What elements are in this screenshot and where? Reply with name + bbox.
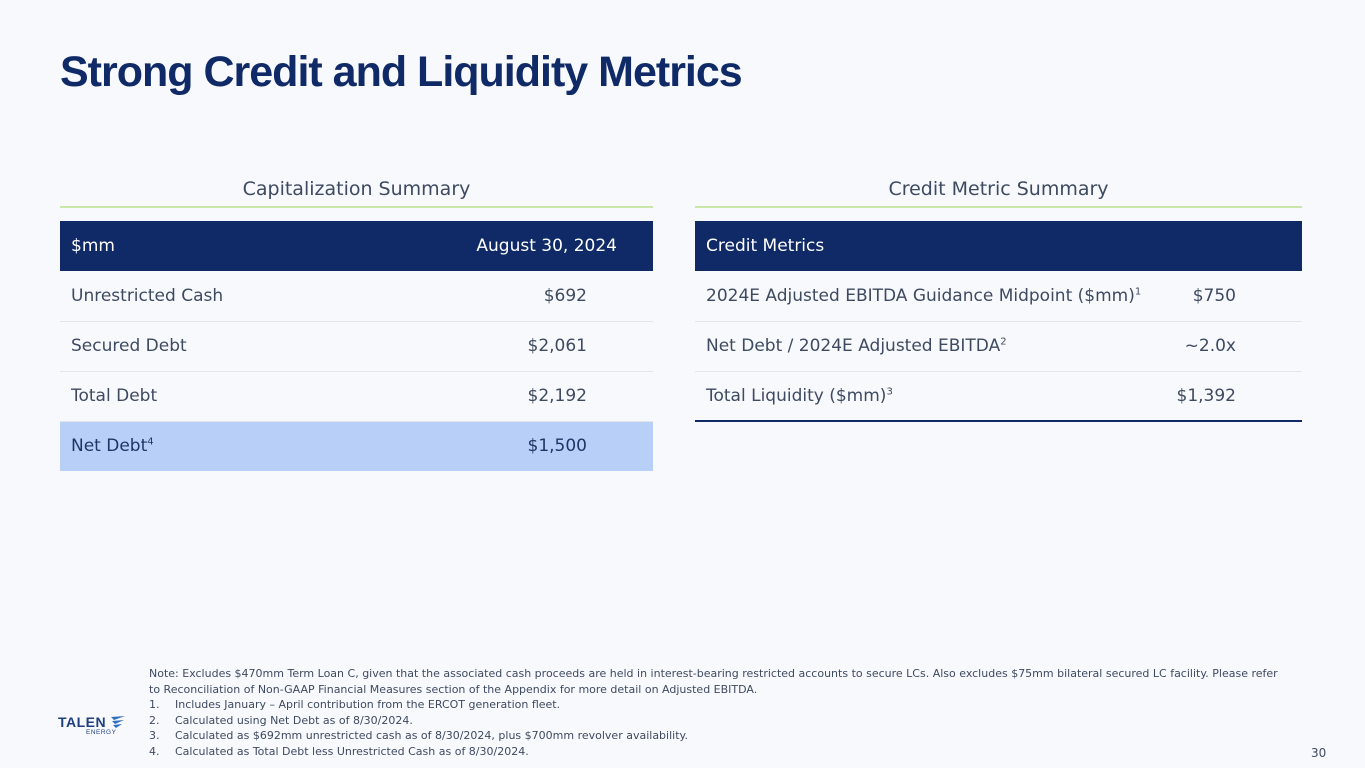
- row-label-cell: [695, 321, 1160, 371]
- column-header-label: $mm: [71, 236, 115, 256]
- footnotes: [149, 666, 1289, 759]
- footnote-marker: 1: [1134, 286, 1142, 298]
- credit-metrics-table: [695, 221, 1302, 422]
- capitalization-summary-heading: Capitalization Summary: [60, 170, 653, 208]
- row-label: Total Liquidity ($mm): [706, 385, 887, 406]
- table-row: [695, 321, 1302, 371]
- row-value: $1,392: [1176, 385, 1236, 406]
- table-row-net-debt: [60, 421, 653, 471]
- footnote-text: Calculated using Net Debt as of 8/30/2024.: [175, 713, 413, 727]
- footnote-text: Calculated as Total Debt less Unrestricted Cash as of 8/30/2024.: [175, 744, 529, 758]
- footnote-number: 1.: [149, 698, 160, 711]
- table-header-row: [60, 221, 653, 271]
- footnote-marker: 2: [1000, 336, 1007, 348]
- logo-subtext: ENERGY: [86, 729, 117, 736]
- footnote-number: 4.: [149, 744, 160, 758]
- row-label: Total Debt: [71, 386, 158, 406]
- footnote-text: Calculated as $692mm unrestricted cash as of 8/30/2024, plus $700mm revolver availability.: [175, 729, 688, 742]
- footnote-item: [149, 697, 1289, 713]
- logo-wordmark: TALEN: [58, 714, 107, 730]
- table-row: [695, 271, 1302, 321]
- row-label: Secured Debt: [71, 336, 187, 356]
- table-row: [695, 371, 1302, 421]
- credit-metric-summary-heading: Credit Metric Summary: [695, 170, 1302, 208]
- row-value: $2,192: [527, 386, 587, 406]
- row-label: 2024E Adjusted EBITDA Guidance Midpoint ($mm): [706, 285, 1135, 306]
- footnote-item: [149, 713, 1289, 729]
- footnote-intro: Note: Excludes $470mm Term Loan C, given that the associated cash proceeds are held in interest-bearing restricted accounts to secure LCs. Also excludes $75mm bilateral secured LC facility. Please refer to Reconciliation of Non-GAAP Financial Measures section of the Appendix for more detail on Adjusted EBITDA.: [149, 667, 1278, 696]
- footnote-text: Includes January – April contribution from the ERCOT generation fleet.: [175, 698, 561, 711]
- capitalization-table: [60, 221, 653, 471]
- table-row: [60, 371, 653, 421]
- footnote-list: [149, 697, 1289, 759]
- row-label-cell: [695, 271, 1160, 321]
- row-label-cell: [695, 371, 1160, 421]
- talen-energy-logo: [58, 714, 128, 740]
- footnote-item: [149, 744, 1289, 760]
- row-label: Net Debt / 2024E Adjusted EBITDA: [706, 336, 1001, 356]
- logo-wing-icon: [110, 715, 126, 729]
- row-value: $692: [543, 285, 587, 306]
- footnote-number: 3.: [149, 729, 160, 742]
- footnote-marker: 3: [886, 386, 893, 398]
- slide-title: Strong Credit and Liquidity Metrics: [60, 48, 742, 96]
- table-header-row: [695, 221, 1302, 271]
- row-label: Unrestricted Cash: [71, 285, 224, 306]
- table-row: [60, 321, 653, 371]
- row-value: ~2.0x: [1184, 336, 1236, 356]
- column-header-date: August 30, 2024: [476, 236, 617, 256]
- footnote-marker: 4: [147, 436, 154, 448]
- column-header-value: [1160, 221, 1302, 271]
- row-value: $1,500: [527, 436, 587, 457]
- capitalization-summary-panel: [60, 170, 653, 471]
- page-number: 30: [1311, 746, 1327, 760]
- row-label: Net Debt: [71, 436, 148, 457]
- row-value: $750: [1192, 285, 1236, 306]
- column-header-label: Credit Metrics: [706, 236, 825, 256]
- footnote-item: [149, 728, 1289, 744]
- row-label-cell: [60, 421, 336, 471]
- footnote-number: 2.: [149, 713, 160, 727]
- table-row: [60, 271, 653, 321]
- credit-metric-summary-panel: [695, 170, 1302, 422]
- row-value: $2,061: [527, 336, 587, 356]
